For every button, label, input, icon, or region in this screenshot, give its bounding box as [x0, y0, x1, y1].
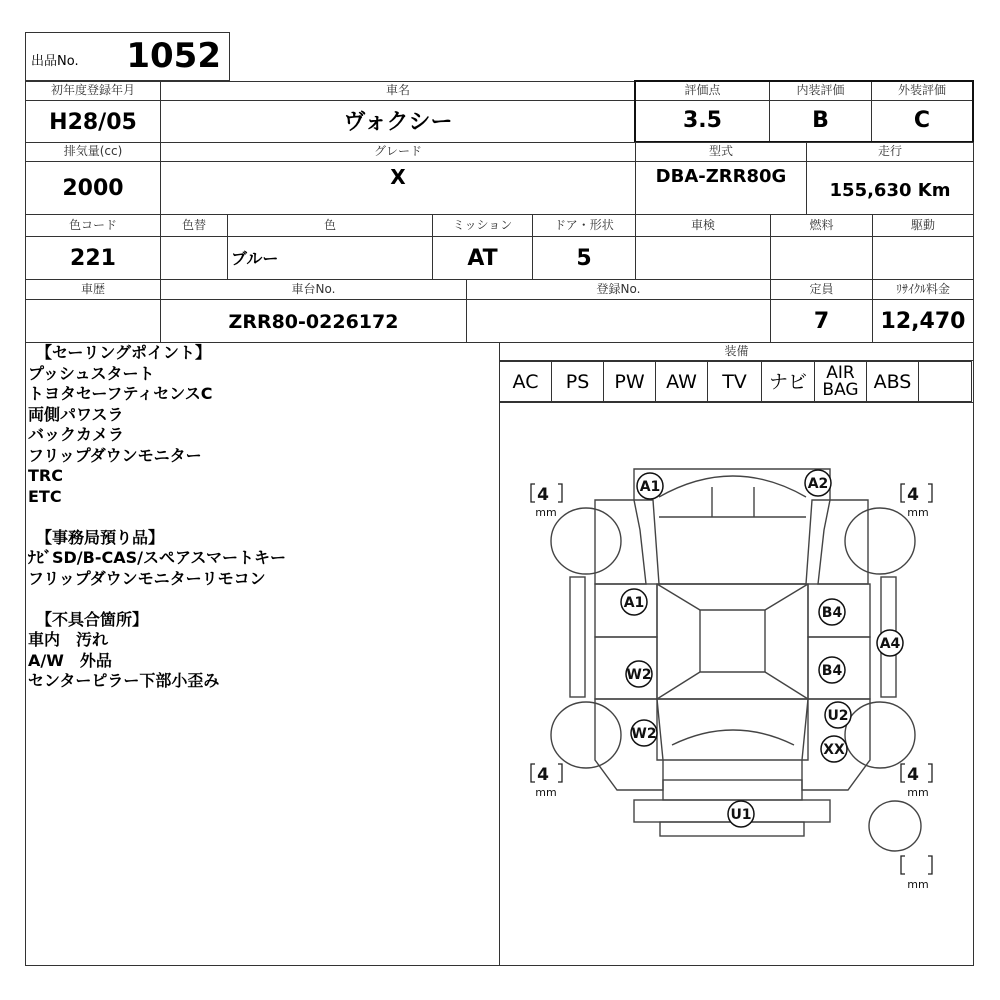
mark-right-side: A4	[879, 636, 901, 652]
door-value: 5	[532, 236, 636, 280]
interior-score-value: B	[770, 101, 872, 141]
equipment-navi: ナビ	[761, 361, 815, 402]
inspection-notes: 【セーリングポイント】 プッシュスタート トヨタセーフティセンスC 両側パワスラ バックカメラ フリップダウンモニター TRC ETC 【事務局預り品】 ﾅﾋﾞSD/B-CAS/スペアスマートキー フリップダウンモニターリモコン 【不具合箇所】 車内 汚れ A/W 外品 センターピラー下部小歪み	[28, 343, 287, 690]
transmission-value: AT	[432, 236, 533, 280]
recycle-fee-value: 12,470	[872, 299, 974, 343]
equipment-pw: PW	[603, 361, 656, 402]
equipment-label: 装備	[724, 344, 749, 358]
grade-label: グレード	[160, 142, 636, 162]
door-label: ドア・形状	[532, 214, 636, 237]
score-label: 評価点	[636, 82, 770, 101]
displacement-label: 排気量(cc)	[25, 142, 161, 162]
tread-front-left: 4	[537, 485, 549, 505]
registration-number-value	[466, 299, 771, 343]
recycle-fee-label: ﾘｻｲｸﾙ料金	[872, 279, 974, 300]
equipment-ac: AC	[499, 361, 552, 402]
car-damage-diagram	[499, 403, 974, 965]
mark-left-front-door: A1	[623, 595, 645, 611]
registration-label: 初年度登録年月	[25, 81, 161, 101]
lot-number-box	[25, 32, 230, 81]
tread-rear-left: 4	[537, 765, 549, 785]
fuel-label: 燃料	[770, 214, 873, 237]
lot-number-value: 1052	[126, 36, 221, 76]
mark-right-rear-quarter-2: XX	[823, 742, 845, 758]
mark-right-rear-door: B4	[821, 663, 843, 679]
tread-front-right: 4	[907, 485, 919, 505]
color-code-label: 色コード	[25, 214, 161, 237]
mileage-label: 走行	[806, 142, 974, 162]
tread-rear-right: 4	[907, 765, 919, 785]
history-label: 車歴	[25, 279, 161, 300]
car-name-label: 車名	[160, 81, 636, 101]
equipment-tv: TV	[707, 361, 762, 402]
exterior-score-label: 外装評価	[872, 82, 972, 101]
model-code-label: 型式	[635, 142, 807, 162]
equipment-airbag: AIR BAG	[814, 361, 867, 402]
drive-label: 駆動	[872, 214, 974, 237]
repaint-label: 色替	[160, 214, 228, 237]
history-value	[25, 299, 161, 343]
inspection-label: 車検	[635, 214, 771, 237]
mark-right-front-door: B4	[821, 605, 843, 621]
chassis-number-value: ZRR80-0226172	[160, 299, 467, 343]
tread-unit-rl: mm	[535, 786, 557, 799]
equipment-aw: AW	[655, 361, 708, 402]
color-code-value: 221	[25, 236, 161, 280]
drive-value	[872, 236, 974, 280]
score-value: 3.5	[636, 101, 770, 141]
mark-rear-bumper: U1	[730, 807, 752, 823]
inspection-value	[635, 236, 771, 280]
equipment-abs: ABS	[866, 361, 919, 402]
transmission-label: ミッション	[432, 214, 533, 237]
mark-hood-left: A1	[639, 479, 661, 495]
repaint-value	[160, 236, 228, 280]
capacity-label: 定員	[770, 279, 873, 300]
tread-unit-fl: mm	[535, 506, 557, 519]
tread-unit-spare: mm	[907, 878, 929, 891]
tread-unit-rr: mm	[907, 786, 929, 799]
model-code-value: DBA-ZRR80G	[635, 161, 807, 215]
interior-score-label: 内装評価	[770, 82, 872, 101]
equipment-ps: PS	[551, 361, 604, 402]
tread-unit-fr: mm	[907, 506, 929, 519]
mark-left-rear-quarter: W2	[631, 726, 657, 742]
fuel-value	[770, 236, 873, 280]
equipment-blank	[918, 361, 972, 402]
car-name-value: ヴォクシー	[160, 100, 636, 143]
displacement-value: 2000	[25, 161, 161, 215]
grade-value: X	[160, 161, 636, 215]
mark-left-rear-door: W2	[626, 667, 652, 683]
exterior-score-value: C	[913, 108, 931, 133]
color-label: 色	[227, 214, 433, 237]
mark-right-rear-quarter-1: U2	[827, 708, 849, 724]
color-value: ブルー	[227, 236, 433, 280]
chassis-number-label: 車台No.	[160, 279, 467, 300]
lot-number-label: 出品No.	[31, 54, 79, 69]
mark-hood-right: A2	[807, 476, 829, 492]
mileage-value: 155,630 Km	[806, 161, 974, 215]
capacity-value: 7	[770, 299, 873, 343]
registration-number-label: 登録No.	[466, 279, 771, 300]
registration-value: H28/05	[25, 100, 161, 143]
